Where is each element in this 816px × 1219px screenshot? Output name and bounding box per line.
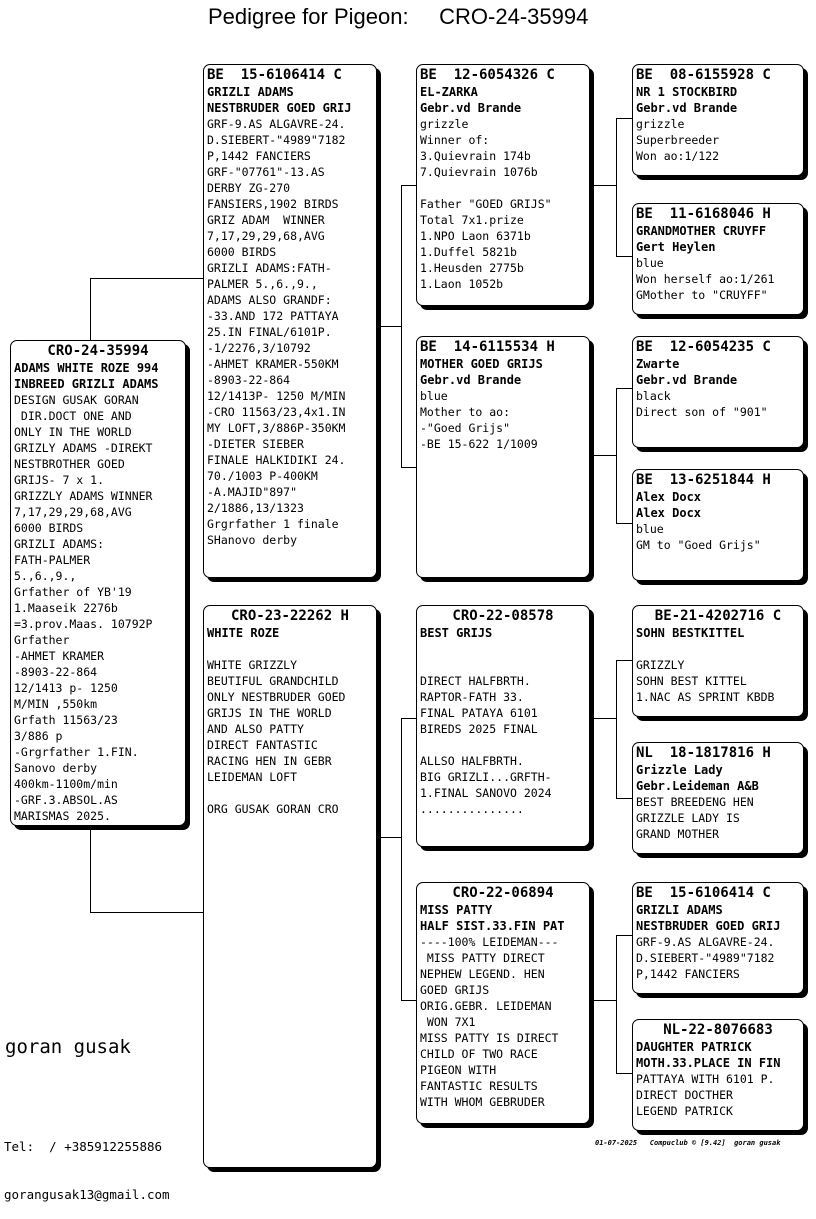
pigeon-info-line: GRAND MOTHER [636, 827, 720, 841]
pigeon-info-line: D.SIEBERT-"4989"7182 [207, 133, 346, 147]
pigeon-card-dam[interactable] [203, 605, 377, 1168]
pigeon-card-sire-dam[interactable] [416, 336, 590, 578]
pigeon-info-line: blue [636, 256, 664, 270]
pigeon-info-line: ............... [420, 802, 524, 816]
ring-number: BE 14-6115534 H [420, 339, 555, 355]
pigeon-info-line: Won ao:1/122 [636, 149, 720, 163]
pigeon-info-line: GRIZZLY ADAMS WINNER [14, 489, 153, 503]
pigeon-info-line: ORIG.GEBR. LEIDEMAN [420, 999, 552, 1013]
pigeon-info-line: Sanovo derby [14, 761, 98, 775]
pigeon-info-line: P,1442 FANCIERS [636, 967, 740, 981]
pigeon-card-sire-sire-dam[interactable] [632, 203, 804, 315]
pigeon-info-line: WON 7X1 [420, 1015, 476, 1029]
pigeon-info-line: Direct son of "901" [636, 405, 768, 419]
connector-line [377, 326, 401, 327]
ring-number: BE 15-6106414 C [636, 885, 771, 901]
pigeon-info-line: GMother to "CRUYFF" [636, 288, 768, 302]
pigeon-info-line: 3.Quievrain 174b [420, 149, 531, 163]
pigeon-info-line: DIRECT HALFBRTH. [420, 674, 531, 688]
pigeon-info-line: ONLY NESTBRUDER GOED [207, 690, 346, 704]
pigeon-name-line: NESTBRUDER GOED GRIJ [636, 919, 781, 933]
pigeon-info-line: grizzle [636, 117, 685, 131]
pigeon-card-dam-dam-sire[interactable] [632, 882, 804, 994]
pigeon-info-line [207, 785, 373, 801]
pigeon-info-line: blue [636, 522, 664, 536]
pigeon-name-line: HALF SIST.33.FIN PAT [420, 919, 565, 933]
pigeon-info-line: 7,17,29,29,68,AVG [207, 229, 325, 243]
connector-line [616, 935, 633, 936]
pigeon-name-line: EL-ZARKA [420, 85, 478, 99]
pigeon-info-line: NEPHEW LEGEND. HEN [420, 967, 545, 981]
ring-number: BE 15-6106414 C [207, 67, 342, 83]
pigeon-info-line: RACING HEN IN GEBR [207, 754, 332, 768]
contact-phone: Tel: / +385912255886 [4, 1139, 163, 1154]
pigeon-info-line: 6000 BIRDS [207, 245, 277, 259]
pigeon-info-line: BIREDS 2025 FINAL [420, 722, 538, 736]
ring-number: NL-22-8076683 [663, 1022, 773, 1038]
pigeon-info-line: D.SIEBERT-"4989"7182 [636, 951, 775, 965]
pigeon-name-line: WHITE ROZE [207, 626, 280, 640]
pigeon-info-line: 1.FINAL SANOVO 2024 [420, 786, 552, 800]
footer-credit: 01-07-2025 Compuclub © [9.42] goran gusak [595, 1139, 781, 1147]
pigeon-info-line: 7,17,29,29,68,AVG [14, 505, 132, 519]
connector-line [401, 718, 402, 1000]
pigeon-info-line: ----100% LEIDEMAN--- [420, 935, 559, 949]
pigeon-info-line [420, 180, 586, 196]
pigeon-info-line: GRF-"07761"-13.AS [207, 165, 325, 179]
pigeon-info-line: -DIETER SIEBER [207, 437, 304, 451]
pigeon-info-line: -AHMET KRAMER-550KM [207, 357, 339, 371]
pigeon-info-line: 3/886 p [14, 729, 63, 743]
pigeon-info-line: Winner of: [420, 133, 490, 147]
pigeon-card-sire[interactable] [203, 64, 377, 578]
connector-line [590, 718, 616, 719]
connector-line [401, 718, 417, 719]
pigeon-info-line: 25.IN FINAL/6101P. [207, 325, 332, 339]
pigeon-card-dam-sire-sire[interactable] [632, 605, 804, 717]
pigeon-name-line: Gebr.vd Brande [636, 373, 738, 387]
pigeon-info-line: 400km-1100m/min [14, 777, 118, 791]
pigeon-info-line: -"Goed Grijs" [420, 421, 511, 435]
pigeon-info-line: FATH-PALMER [14, 553, 91, 567]
connector-line [616, 256, 633, 257]
ring-number: BE 08-6155928 C [636, 67, 771, 83]
pigeon-name-line: BEST GRIJS [420, 626, 493, 640]
pigeon-name-line: Gebr.vd Brande [420, 373, 522, 387]
pigeon-info-line: FINAL PATAYA 6101 [420, 706, 538, 720]
pigeon-info-line: P,1442 FANCIERS [207, 149, 311, 163]
ring-number: BE 11-6168046 H [636, 206, 771, 222]
pigeon-name-line: Gebr.vd Brande [636, 101, 738, 115]
pigeon-info-line: 12/1413 p- 1250 [14, 681, 118, 695]
connector-line [616, 660, 633, 661]
pigeon-info-line: DIRECT FANTASTIC [207, 738, 318, 752]
pigeon-info-line: Grgrfather 1 finale [207, 517, 339, 531]
connector-line [90, 912, 204, 913]
contact-email[interactable]: gorangusak13@gmail.com [4, 1187, 170, 1202]
connector-line [401, 467, 417, 468]
pigeon-info-line: FANTASTIC RESULTS [420, 1079, 538, 1093]
pigeon-info-line: FANSIERS,1902 BIRDS [207, 197, 339, 211]
pigeon-info-line: PIGEON WITH [420, 1063, 497, 1077]
pigeon-name-line: DAUGHTER PATRICK [636, 1040, 752, 1054]
pigeon-info-line: 12/1413P- 1250 M/MIN [207, 389, 346, 403]
pigeon-info-line: 1.Laon 1052b [420, 277, 504, 291]
owner-name: goran gusak [5, 1036, 131, 1058]
pigeon-info-line: 1.NAC AS SPRINT KBDB [636, 690, 775, 704]
pigeon-info-line: Superbreeder [636, 133, 720, 147]
pigeon-info-line: Total 7x1.prize [420, 213, 524, 227]
connector-line [616, 388, 617, 523]
pigeon-info-line: RAPTOR-FATH 33. [420, 690, 524, 704]
pigeon-info-line: 7.Quievrain 1076b [420, 165, 538, 179]
pigeon-info-line: blue [420, 389, 448, 403]
pigeon-card-sire-sire-sire[interactable] [632, 64, 804, 176]
pigeon-info-line [420, 641, 586, 657]
pigeon-name-line: GRANDMOTHER CRUYFF [636, 224, 767, 238]
connector-line [590, 455, 616, 456]
pigeon-info-line: BEST BREEDENG HEN [636, 795, 754, 809]
contact-info [4, 1107, 170, 1219]
pigeon-info-line: ORG GUSAK GORAN CRO [207, 802, 339, 816]
pigeon-name-line: Gebr.Leideman A&B [636, 779, 759, 793]
connector-line [616, 388, 633, 389]
connector-line [401, 185, 417, 186]
pigeon-name-line: SOHN BESTKITTEL [636, 626, 745, 640]
connector-line [590, 1000, 616, 1001]
pigeon-info-line: 1.NPO Laon 6371b [420, 229, 531, 243]
ring-number: CRO-23-22262 H [230, 608, 349, 624]
connector-line [401, 185, 402, 467]
pigeon-info-line: 5.,6.,9., [14, 569, 77, 583]
connector-line [590, 185, 616, 186]
ring-number: BE 13-6251844 H [636, 472, 771, 488]
pigeon-info-line: GRF-9.AS ALGAVRE-24. [636, 935, 775, 949]
pigeon-info-line: MY LOFT,3/886P-350KM [207, 421, 346, 435]
pigeon-name-line: MOTHER GOED GRIJS [420, 357, 543, 371]
pigeon-info-line: GRIZZLY [636, 658, 685, 672]
pigeon-info-line: Grfath 11563/23 [14, 713, 118, 727]
pigeon-info-line: -Grgrfather 1.FIN. [14, 745, 139, 759]
pigeon-name-line: NR 1 STOCKBIRD [636, 85, 738, 99]
pigeon-name-line: MOTH.33.PLACE IN FIN [636, 1056, 781, 1070]
pigeon-info-line: MISS PATTY DIRECT [420, 951, 545, 965]
pigeon-info-line: CHILD OF TWO RACE [420, 1047, 538, 1061]
pigeon-info-line: black [636, 389, 671, 403]
pigeon-info-line: GRIJS- 7 x 1. [14, 473, 105, 487]
connector-line [616, 118, 633, 119]
pigeon-info-line: -CRO 11563/23,4x1.IN [207, 405, 346, 419]
connector-line [616, 660, 617, 798]
pigeon-info-line: SOHN BEST KITTEL [636, 674, 747, 688]
ring-number: BE 12-6054326 C [420, 67, 555, 83]
pigeon-info-line: GOED GRIJS [420, 983, 490, 997]
pigeon-name-line: GRIZLI ADAMS [207, 85, 294, 99]
page-title: Pedigree for Pigeon: CRO-24-35994 [208, 4, 589, 29]
pigeon-info-line: Mother to ao: [420, 405, 511, 419]
pigeon-info-line: AND ALSO PATTY [207, 722, 304, 736]
pigeon-info-line: PATTAYA WITH 6101 P. [636, 1072, 775, 1086]
pigeon-info-line: 70./1003 P-400KM [207, 469, 318, 483]
pigeon-card-subject[interactable] [10, 340, 186, 826]
pigeon-info-line: WHITE GRIZZLY [207, 658, 298, 672]
pigeon-info-line: -33.AND 172 PATTAYA [207, 309, 339, 323]
pigeon-name-line: INBREED GRIZLI ADAMS [14, 377, 159, 391]
pigeon-name-line: GRIZLI ADAMS [636, 903, 723, 917]
connector-line [616, 523, 633, 524]
pigeon-info-line: GRIZLY ADAMS -DIREKT [14, 441, 153, 455]
pigeon-info-line: 1.Heusden 2775b [420, 261, 524, 275]
pigeon-info-line: =3.prov.Maas. 10792P [14, 617, 153, 631]
pigeon-info-line [420, 657, 586, 673]
connector-line [377, 837, 401, 838]
pigeon-info-line: FINALE HALKIDIKI 24. [207, 453, 346, 467]
pigeon-info-line: BEUTIFUL GRANDCHILD [207, 674, 339, 688]
pigeon-name-line: Alex Docx [636, 490, 702, 504]
pigeon-info-line: 1.Duffel 5821b [420, 245, 517, 259]
pigeon-info-line [207, 641, 373, 657]
pigeon-card-dam-dam-dam[interactable] [632, 1019, 804, 1131]
connector-line [90, 278, 204, 279]
pigeon-info-line: GM to "Goed Grijs" [636, 538, 761, 552]
pigeon-card-dam-dam[interactable] [416, 882, 590, 1124]
pigeon-card-sire-dam-sire[interactable] [632, 336, 804, 448]
pigeon-info-line: DIR.DOCT ONE AND [14, 409, 132, 423]
pigeon-name-line: MISS PATTY [420, 903, 493, 917]
pigeon-card-dam-sire[interactable] [416, 605, 590, 847]
ring-number: NL 18-1817816 H [636, 745, 771, 761]
pigeon-name-line: NESTBRUDER GOED GRIJ [207, 101, 352, 115]
ring-number: CRO-22-08578 [452, 608, 554, 624]
pigeon-info-line: Grfather [14, 633, 70, 647]
pigeon-info-line: -GRF.3.ABSOL.AS [14, 793, 118, 807]
pigeon-name-line: Alex Docx [636, 506, 702, 520]
pigeon-info-line: -A.MAJID"897" [207, 485, 298, 499]
pigeon-info-line: GRF-9.AS ALGAVRE-24. [207, 117, 346, 131]
pigeon-info-line: PALMER 5.,6.,9., [207, 277, 318, 291]
pigeon-info-line: LEGEND PATRICK [636, 1104, 733, 1118]
ring-number: BE-21-4202716 C [654, 608, 782, 624]
pigeon-info-line: grizzle [420, 117, 469, 131]
connector-line [616, 118, 617, 256]
pigeon-info-line: 1.Maaseik 2276b [14, 601, 118, 615]
pigeon-info-line: -AHMET KRAMER [14, 649, 105, 663]
connector-line [90, 278, 91, 341]
pigeon-info-line: Father "GOED GRIJS" [420, 197, 552, 211]
pigeon-card-sire-dam-dam[interactable] [632, 469, 804, 581]
pigeon-info-line: -8903-22-864 [207, 373, 291, 387]
ring-number: CRO-24-35994 [47, 343, 149, 359]
connector-line [401, 1000, 417, 1001]
pigeon-info-line: SHanovo derby [207, 533, 298, 547]
ring-number: CRO-22-06894 [452, 885, 554, 901]
pigeon-card-sire-sire[interactable] [416, 64, 590, 306]
pigeon-info-line: DERBY ZG-270 [207, 181, 291, 195]
pigeon-info-line: ADAMS ALSO GRANDF: [207, 293, 332, 307]
pigeon-name-line: ADAMS WHITE ROZE 994 [14, 361, 159, 375]
pigeon-info-line: MISS PATTY IS DIRECT [420, 1031, 559, 1045]
pigeon-info-line: GRIJS IN THE WORLD [207, 706, 332, 720]
pigeon-info-line: 6000 BIRDS [14, 521, 84, 535]
pigeon-name-line: Gert Heylen [636, 240, 716, 254]
connector-line [616, 798, 633, 799]
connector-line [90, 825, 91, 912]
pigeon-info-line: M/MIN ,550km [14, 697, 98, 711]
pigeon-info-line: GRIZLI ADAMS:FATH- [207, 261, 332, 275]
pigeon-card-dam-sire-dam[interactable] [632, 742, 804, 854]
pigeon-info-line: GRIZLI ADAMS: [14, 537, 105, 551]
pigeon-info-line [636, 641, 800, 657]
pigeon-info-line: -1/2276,3/10792 [207, 341, 311, 355]
pigeon-info-line: ONLY IN THE WORLD [14, 425, 132, 439]
pigeon-info-line: LEIDEMAN LOFT [207, 770, 298, 784]
pigeon-info-line: NESTBROTHER GOED [14, 457, 125, 471]
pigeon-name-line: Grizzle Lady [636, 763, 723, 777]
pigeon-name-line: Gebr.vd Brande [420, 101, 522, 115]
pigeon-info-line: -BE 15-622 1/1009 [420, 437, 538, 451]
pigeon-info-line: 2/1886,13/1323 [207, 501, 304, 515]
connector-line [616, 935, 617, 1073]
ring-number: BE 12-6054235 C [636, 339, 771, 355]
pigeon-info-line: Won herself ao:1/261 [636, 272, 775, 286]
pigeon-info-line: GRIZ ADAM WINNER [207, 213, 325, 227]
pigeon-info-line: -8903-22-864 [14, 665, 98, 679]
pigeon-info-line: ALLSO HALFBRTH. [420, 754, 524, 768]
pigeon-info-line: GRIZZLE LADY IS [636, 811, 740, 825]
pigeon-name-line: Zwarte [636, 357, 680, 371]
pigeon-info-line: BIG GRIZLI...GRFTH- [420, 770, 552, 784]
pigeon-info-line: DESIGN GUSAK GORAN [14, 393, 139, 407]
pigeon-info-line [420, 737, 586, 753]
pigeon-info-line: DIRECT DOCTHER [636, 1088, 733, 1102]
connector-line [616, 1073, 633, 1074]
pigeon-info-line: Grfather of YB'19 [14, 585, 132, 599]
pigeon-info-line: WITH WHOM GEBRUDER [420, 1095, 545, 1109]
pigeon-info-line: MARISMAS 2025. [14, 809, 111, 823]
